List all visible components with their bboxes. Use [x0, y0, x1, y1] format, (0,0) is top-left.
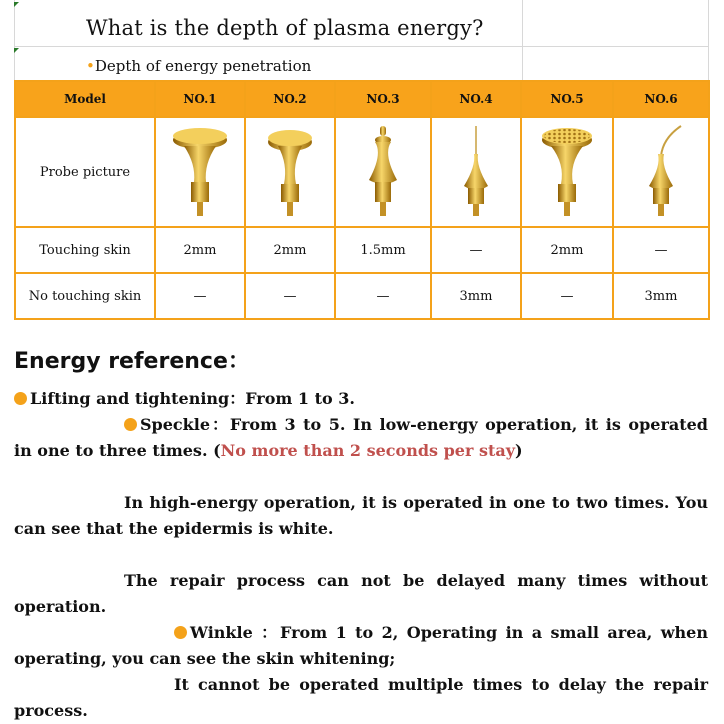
header-no3: NO.3	[335, 81, 431, 117]
table-cell: 2mm	[245, 227, 335, 273]
header-no1: NO.1	[155, 81, 245, 117]
probe-cell-1	[155, 117, 245, 227]
table-cell: —	[335, 273, 431, 319]
curved-needle-probe-icon	[631, 124, 691, 220]
header-model: Model	[15, 81, 155, 117]
needle-probe-icon	[446, 124, 506, 220]
speckle-warning: No more than 2 seconds per stay	[220, 441, 516, 460]
section-heading: Energy reference：	[14, 349, 250, 374]
sheet-header-area	[0, 0, 724, 80]
header-no5: NO.5	[521, 81, 613, 117]
table-row	[15, 117, 709, 227]
table-cell: —	[431, 227, 521, 273]
table-row	[15, 227, 709, 273]
tip-probe-icon	[353, 124, 413, 220]
cannot-paragraph: It cannot be operated multiple times to delay the repair process.	[14, 675, 708, 720]
header-no6: NO.6	[613, 81, 709, 117]
table-cell: 2mm	[155, 227, 245, 273]
probe-cell-5	[521, 117, 613, 227]
row-label-probe-picture: Probe picture	[15, 117, 155, 227]
subtitle	[86, 57, 311, 75]
table-cell: 3mm	[613, 273, 709, 319]
row-label-touching-skin: Touching skin	[15, 227, 155, 273]
table-cell: 1.5mm	[335, 227, 431, 273]
speckle-text: Speckle：From 3 to 5. In low-energy operation, it is operated in one to three times. (	[14, 415, 708, 460]
subtitle-text: Depth of energy penetration	[94, 57, 312, 75]
table-cell: —	[155, 273, 245, 319]
header-no4: NO.4	[431, 81, 521, 117]
probe-cell-3	[335, 117, 431, 227]
cell-marker-icon	[14, 2, 19, 7]
probe-cell-4	[431, 117, 521, 227]
table-header-row	[15, 81, 709, 117]
bullet-icon	[124, 418, 137, 431]
table-cell: —	[521, 273, 613, 319]
bullet-icon	[14, 392, 27, 405]
bullet-icon	[174, 626, 187, 639]
lifting-paragraph	[14, 386, 708, 412]
table-row	[15, 273, 709, 319]
high-energy-paragraph: In high-energy operation, it is operated in one to two times. You can see that the epidermis is white.	[14, 493, 708, 538]
header-no2: NO.2	[245, 81, 335, 117]
speckle-paragraph	[14, 412, 708, 464]
repair-paragraph: The repair process can not be delayed many times without operation.	[14, 571, 708, 616]
grid-line	[522, 0, 523, 80]
flat-round-probe-icon	[170, 124, 230, 220]
row-label-no-touching-skin: No touching skin	[15, 273, 155, 319]
speckle-text-end: )	[515, 441, 523, 460]
bullet-icon: •	[86, 57, 95, 75]
table-cell: —	[245, 273, 335, 319]
probe-depth-table	[14, 80, 710, 320]
table-cell: —	[613, 227, 709, 273]
page-title: What is the depth of plasma energy?	[86, 16, 484, 40]
grid-line	[708, 0, 709, 80]
winkle-paragraph	[14, 620, 708, 672]
probe-cell-2	[245, 117, 335, 227]
winkle-text: Winkle ：From 1 to 2, Operating in a small area, when operating, you can see the skin whitening;	[14, 623, 708, 668]
grid-line	[14, 46, 708, 47]
probe-cell-6	[613, 117, 709, 227]
grid-line	[14, 0, 15, 80]
table-cell: 2mm	[521, 227, 613, 273]
cell-marker-icon	[14, 48, 19, 53]
small-round-probe-icon	[260, 124, 320, 220]
grid-probe-icon	[537, 124, 597, 220]
table-cell: 3mm	[431, 273, 521, 319]
lifting-text: Lifting and tightening：From 1 to 3.	[30, 389, 355, 408]
